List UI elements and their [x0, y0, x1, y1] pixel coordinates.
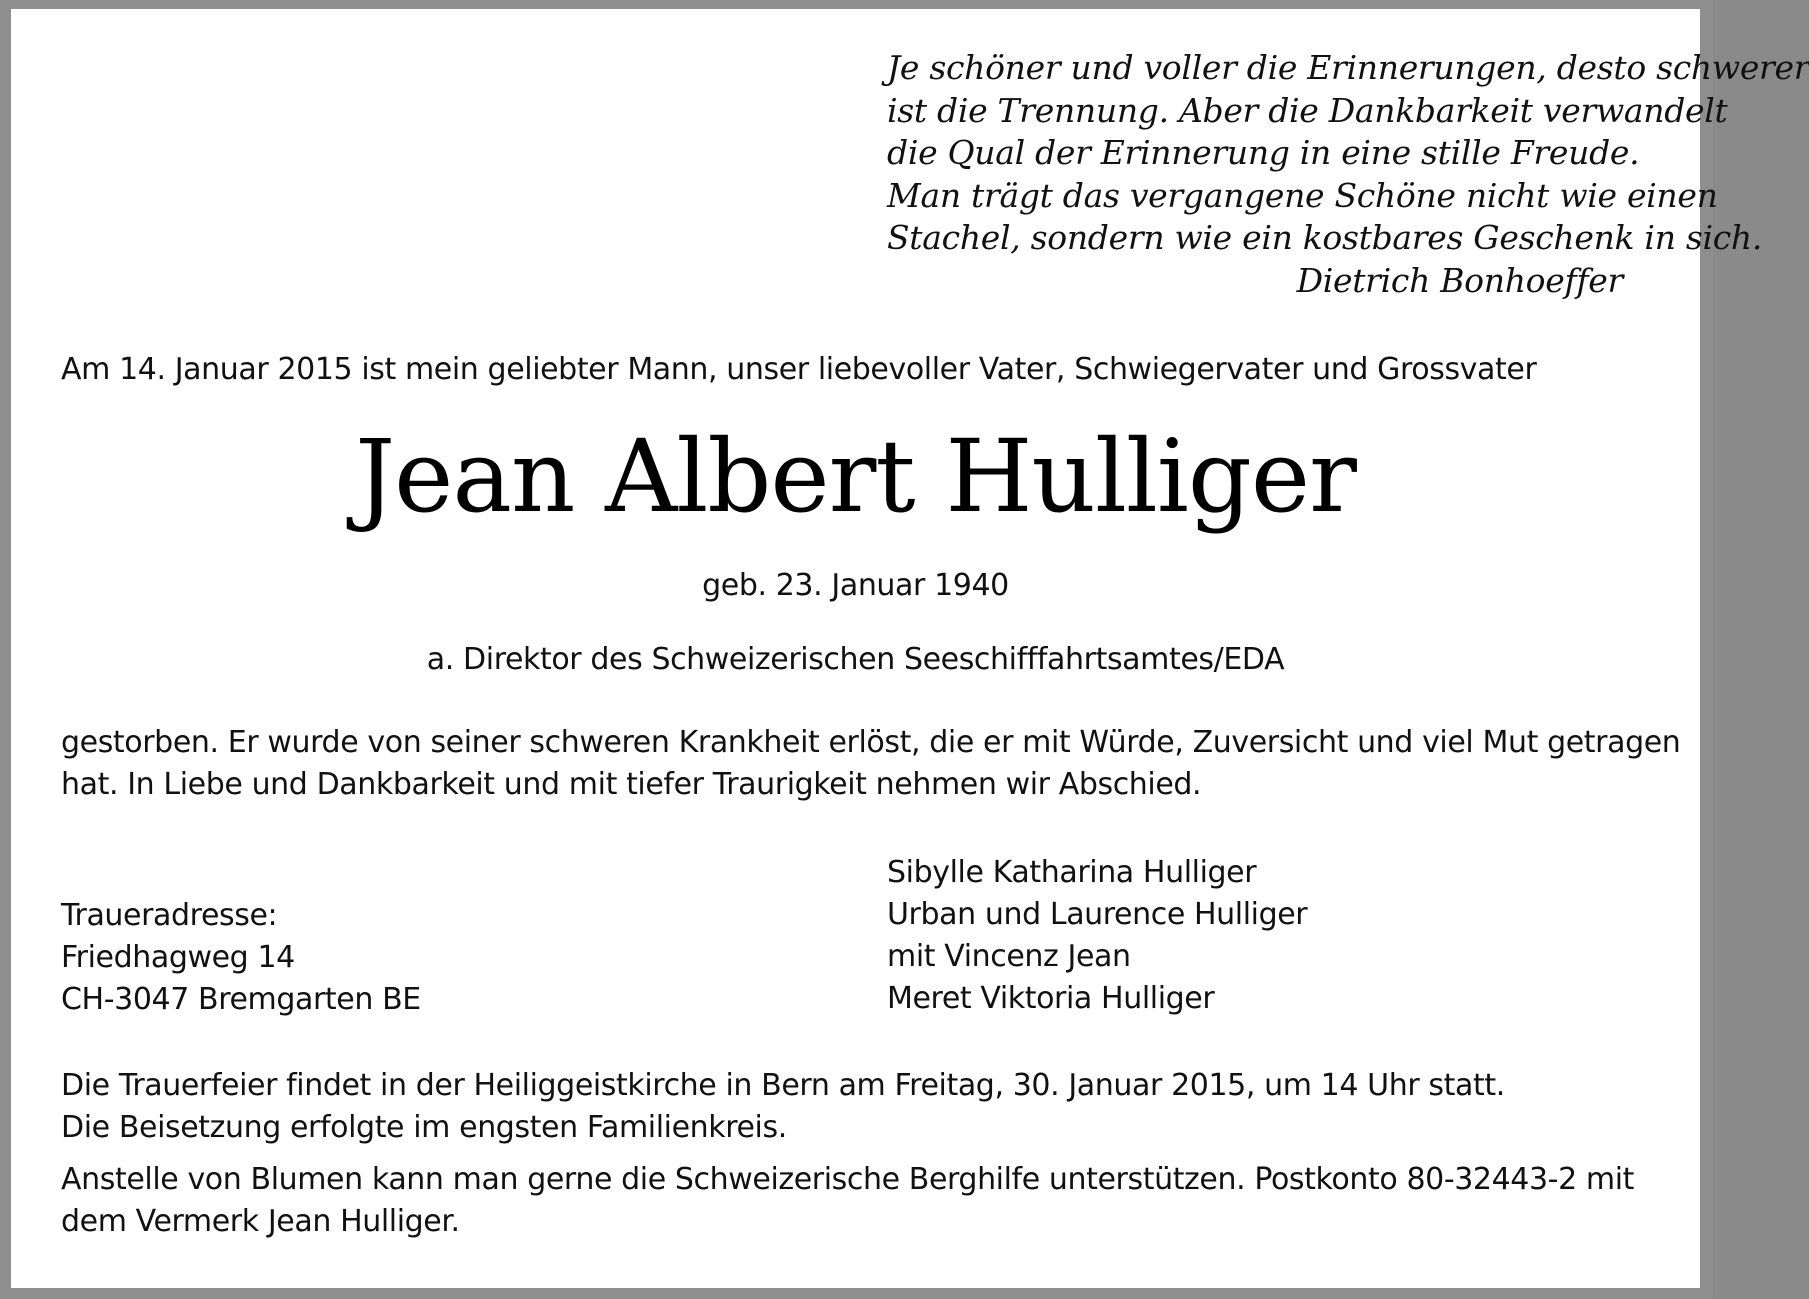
service-line: Die Beisetzung erfolgte im engsten Familienkreis.	[61, 1110, 787, 1145]
birth-date: geb. 23. Januar 1940	[702, 568, 1009, 603]
quote-line: die Qual der Erinnerung in eine stille Freude.	[887, 133, 1640, 172]
service-paragraph	[61, 1065, 1505, 1149]
family-member: mit Vincenz Jean	[887, 939, 1131, 974]
family-member: Sibylle Katharina Hulliger	[887, 855, 1257, 890]
passing-line: hat. In Liebe und Dankbarkeit und mit tiefer Traurigkeit nehmen wir Abschied.	[61, 767, 1202, 802]
passing-paragraph	[61, 722, 1681, 806]
donation-line: dem Vermerk Jean Hulliger.	[61, 1204, 460, 1239]
passing-line: gestorben. Er wurde von seiner schweren Krankheit erlöst, die er mit Würde, Zuversicht und viel Mut getragen	[61, 725, 1681, 760]
mourning-address	[61, 895, 421, 1021]
donation-line: Anstelle von Blumen kann man gerne die Schweizerische Berghilfe unterstützen. Postkonto 80-32443-2 mit	[61, 1162, 1635, 1197]
quote-line: Man trägt das vergangene Schöne nicht wie einen	[887, 175, 1718, 215]
epigraph-quote	[887, 47, 1809, 302]
address-city: CH-3047 Bremgarten BE	[61, 982, 421, 1017]
deceased-role: a. Direktor des Schweizerischen Seeschifffahrtsamtes/EDA	[426, 642, 1285, 677]
family-list	[887, 852, 1307, 1020]
quote-author: Dietrich Bonhoeffer	[1296, 260, 1623, 300]
address-street: Friedhagweg 14	[61, 940, 295, 975]
family-member: Urban und Laurence Hulliger	[887, 897, 1308, 932]
quote-line: Je schöner und voller die Erinnerungen, desto schwerer	[887, 48, 1809, 87]
quote-line: Stachel, sondern wie ein kostbares Geschenk in sich.	[887, 218, 1763, 257]
deceased-name: Jean Albert Hulliger	[355, 418, 1356, 535]
intro-text: Am 14. Januar 2015 ist mein geliebter Mann, unser liebevoller Vater, Schwiegervater und Grossvater	[61, 352, 1537, 387]
quote-line: ist die Trennung. Aber die Dankbarkeit verwandelt	[887, 90, 1728, 130]
service-line: Die Trauerfeier findet in der Heiliggeistkirche in Bern am Freitag, 30. Januar 2015, um 14 Uhr statt.	[61, 1068, 1505, 1103]
donation-paragraph	[61, 1159, 1681, 1243]
obituary-page	[11, 9, 1809, 1288]
address-label: Traueradresse:	[61, 898, 278, 933]
family-member: Meret Viktoria Hulliger	[887, 981, 1215, 1016]
